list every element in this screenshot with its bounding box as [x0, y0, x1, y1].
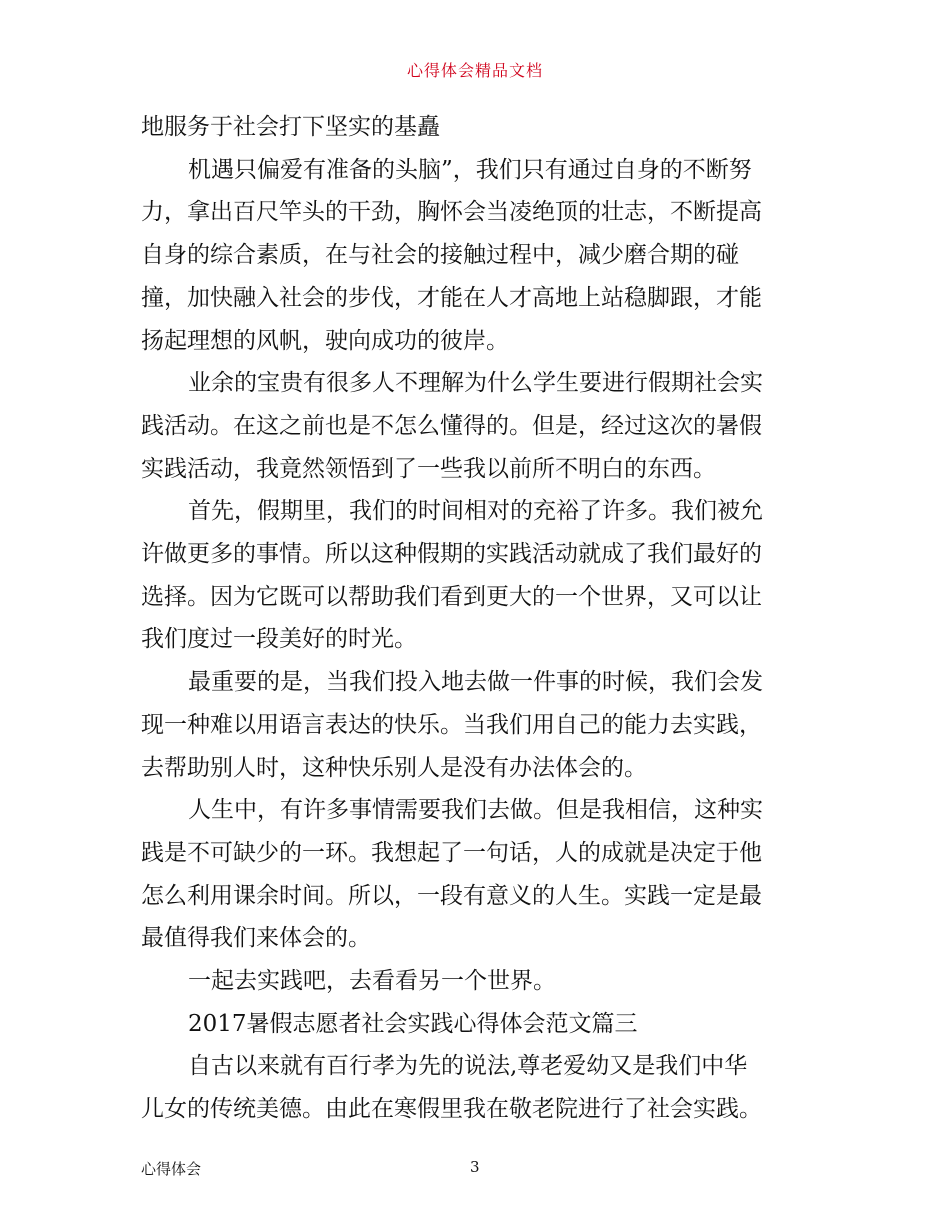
text-line: 人生中，有许多事情需要我们去做。但是我相信，这种实 — [188, 797, 763, 824]
document-body — [141, 106, 813, 1131]
text-line: 扬起理想的风帆，驶向成功的彼岸。 — [141, 327, 509, 354]
text-line: 实践活动，我竟然领悟到了一些我以前所不明白的东西。 — [141, 455, 716, 482]
footer-label: 心得体会 — [141, 1160, 202, 1178]
page-number: 3 — [470, 1158, 480, 1176]
text-line: 地服务于社会打下坚实的基矗 — [141, 114, 440, 140]
text-line: 一起去实践吧，去看看另一个世界。 — [188, 968, 556, 995]
text-line: 自身的综合素质，在与社会的接触过程中，减少磨合期的碰 — [141, 242, 739, 269]
text-line: 践是不可缺少的一环。我想起了一句话，人的成就是决定于他 — [141, 839, 762, 866]
text-line: 2017暑假志愿者社会实践心得体会范文篇三 — [188, 1010, 638, 1037]
text-line: 许做更多的事情。所以这种假期的实践活动就成了我们最好的 — [141, 541, 762, 568]
text-line: 力，拿出百尺竿头的干劲，胸怀会当凌绝顶的壮志，不断提高 — [141, 199, 762, 226]
text-line: 撞，加快融入社会的步伐，才能在人才高地上站稳脚跟，才能 — [141, 284, 762, 311]
text-line: 业余的宝贵有很多人不理解为什么学生要进行假期社会实 — [188, 370, 763, 397]
text-line: 去帮助别人时，这种快乐别人是没有办法体会的。 — [141, 754, 647, 781]
text-line: 机遇只偏爱有准备的头脑”，我们只有通过自身的不断努 — [188, 156, 752, 183]
text-line: 儿女的传统美德。由此在寒假里我在敬老院进行了社会实践。 — [141, 1096, 762, 1123]
text-line: 我们度过一段美好的时光。 — [141, 626, 417, 653]
text-line: 选择。因为它既可以帮助我们看到更大的一个世界，又可以让 — [141, 583, 762, 610]
page-header-title: 心得体会精品文档 — [406, 61, 543, 80]
text-line: 怎么利用课余时间。所以，一段有意义的人生。实践一定是最 — [141, 882, 762, 909]
text-line: 最值得我们来体会的。 — [141, 925, 371, 952]
text-line: 践活动。在这之前也是不怎么懂得的。但是，经过这次的暑假 — [141, 412, 762, 439]
text-line: 首先，假期里，我们的时间相对的充裕了许多。我们被允 — [188, 498, 763, 525]
text-line: 自古以来就有百行孝为先的说法,尊老爱幼又是我们中华 — [188, 1053, 748, 1080]
text-line: 现一种难以用语言表达的快乐。当我们用自己的能力去实践， — [141, 711, 762, 738]
text-line: 最重要的是，当我们投入地去做一件事的时候，我们会发 — [188, 669, 763, 696]
